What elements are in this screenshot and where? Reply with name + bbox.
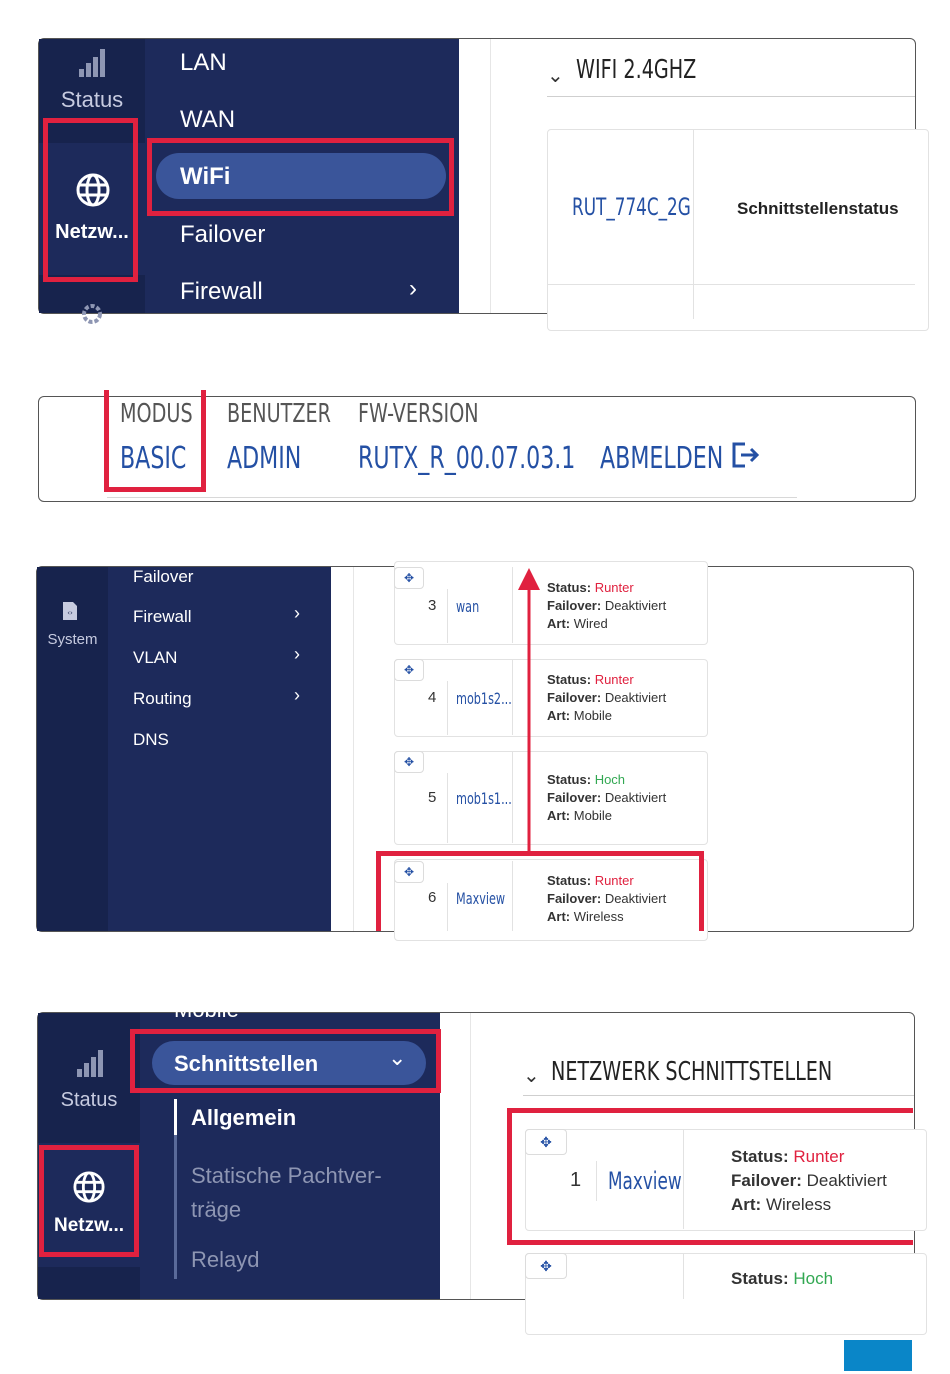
failover-label: Failover: [547, 790, 602, 805]
status-value: Runter [793, 1147, 845, 1166]
interface-name-link[interactable]: Maxview [608, 1167, 682, 1195]
chevron-right-icon: › [409, 275, 417, 302]
card-divider [447, 773, 448, 843]
section-title-wifi: WIFI 2.4GHZ [576, 55, 697, 85]
highlight-wifi-item [147, 138, 454, 216]
content-divider [490, 39, 491, 313]
drag-handle-icon[interactable]: ✥ [525, 1129, 567, 1155]
failover-label: Failover: [547, 891, 602, 906]
move-up-arrow-icon [516, 566, 542, 856]
status-label: Status: [547, 672, 592, 687]
system-icon [61, 601, 79, 621]
mode-header: MODUS [120, 399, 193, 429]
interface-priority: 6 [428, 889, 437, 906]
submenu-item-lan[interactable]: LAN [180, 49, 227, 76]
interface-name-link[interactable]: mob1s2... [456, 689, 512, 708]
logout-icon[interactable] [731, 441, 761, 469]
interface-priority: 5 [428, 789, 437, 806]
header-underline [107, 497, 797, 498]
status-value: Runter [594, 873, 634, 888]
status-label: Status: [547, 772, 592, 787]
highlight-network-sidebar [39, 1145, 139, 1257]
status-value: Hoch [594, 772, 626, 787]
type-value: Wireless [765, 1195, 832, 1214]
interface-cell-divider [693, 129, 694, 319]
interface-details [731, 1269, 833, 1289]
failover-label: Failover: [547, 690, 602, 705]
interface-name-link[interactable]: Maxview [456, 889, 506, 908]
card-divider [683, 1253, 684, 1299]
failover-value: Deaktiviert [604, 891, 667, 906]
interface-details [547, 771, 666, 825]
fw-version-header: FW-VERSION [358, 399, 479, 429]
user-value[interactable]: ADMIN [227, 441, 302, 476]
chevron-right-icon: › [294, 685, 300, 705]
fw-version-value[interactable]: RUTX_R_00.07.03.1 [358, 441, 576, 476]
section-title-interfaces: NETZWERK SCHNITTSTELLEN [551, 1057, 833, 1087]
mode-value[interactable]: BASIC [120, 441, 187, 476]
type-value: Mobile [573, 808, 613, 823]
card-divider [447, 589, 448, 643]
submenu-active-indicator [174, 1099, 177, 1135]
status-label: Status: [731, 1147, 789, 1166]
chevron-down-icon[interactable]: ⌄ [547, 65, 564, 87]
submenu-static-leases-line2: träge [191, 1197, 242, 1222]
type-label: Art: [547, 616, 571, 631]
type-label: Art: [547, 808, 571, 823]
type-value: Wired [573, 616, 608, 631]
submenu-item-static-leases[interactable] [191, 1159, 382, 1227]
submenu-item-firewall[interactable]: Firewall [133, 607, 192, 626]
submenu-item-firewall[interactable]: Firewall [180, 278, 263, 305]
status-label: Status: [731, 1269, 789, 1288]
interface-priority: 3 [428, 597, 437, 614]
failover-label: Failover: [547, 598, 602, 613]
status-value: Hoch [793, 1269, 834, 1288]
content-divider [353, 567, 354, 931]
submenu-wifi-label: WiFi [180, 163, 231, 190]
content-divider [470, 1013, 471, 1299]
card-divider [512, 567, 513, 643]
submenu-item-relayd[interactable]: Relayd [191, 1247, 260, 1272]
sidebar-system-label[interactable]: System [47, 631, 98, 648]
signal-icon [76, 1049, 106, 1077]
drag-handle-icon[interactable]: ✥ [394, 659, 424, 681]
card-divider [512, 659, 513, 735]
chevron-right-icon: › [294, 603, 300, 623]
type-label: Art: [731, 1195, 762, 1214]
drag-handle-icon[interactable]: ✥ [394, 567, 424, 589]
type-value: Wireless [573, 909, 624, 924]
submenu-item-failover[interactable]: Failover [180, 221, 266, 248]
card-divider [447, 681, 448, 735]
sidebar-network-label: Netzw... [53, 1215, 125, 1236]
card-divider [512, 751, 513, 843]
interface-name-link[interactable]: wan [456, 597, 480, 616]
sidebar-status-label: Status [60, 1089, 118, 1111]
submenu-item-failover[interactable]: Failover [133, 567, 194, 586]
interface-table [547, 129, 929, 331]
submenu-item-vlan[interactable]: VLAN [133, 648, 178, 667]
submenu-item-dns[interactable]: DNS [133, 730, 169, 749]
interface-priority: 1 [570, 1169, 582, 1191]
interface-details [547, 671, 666, 725]
type-label: Art: [547, 708, 571, 723]
status-value: Runter [594, 672, 634, 687]
highlight-network-sidebar [43, 118, 138, 282]
submenu-item-general[interactable]: Allgemein [191, 1105, 297, 1130]
chevron-right-icon: › [294, 644, 300, 664]
chevron-down-icon[interactable]: ⌄ [523, 1065, 540, 1087]
drag-handle-icon[interactable]: ✥ [525, 1253, 567, 1279]
drag-handle-icon[interactable]: ✥ [394, 861, 424, 883]
highlight-mode-basic [104, 390, 206, 492]
user-header: BENUTZER [227, 399, 331, 429]
logout-link[interactable]: ABMELDEN [600, 441, 724, 476]
drag-handle-icon[interactable]: ✥ [394, 751, 424, 773]
sidebar-network-label: Netzw... [55, 221, 129, 243]
status-label: Status: [547, 873, 592, 888]
failover-label: Failover: [731, 1171, 802, 1190]
failover-value: Deaktiviert [806, 1171, 887, 1190]
type-label: Art: [547, 909, 571, 924]
interface-details [547, 579, 666, 633]
signal-icon [77, 47, 109, 77]
interface-priority: 4 [428, 689, 437, 706]
interface-card [525, 1253, 927, 1335]
gear-icon[interactable] [79, 301, 105, 327]
status-label: Status: [547, 580, 592, 595]
dropdown-label: Schnittstellen [174, 1051, 319, 1076]
highlight-maxview-interface [507, 1108, 913, 1245]
highlight-interfaces-dropdown [130, 1029, 441, 1093]
interface-status-header: Schnittstellenstatus [737, 199, 899, 218]
failover-value: Deaktiviert [604, 598, 667, 613]
interface-row-divider [547, 284, 915, 285]
sidebar-status-label: Status [60, 87, 124, 112]
section-underline [547, 96, 915, 97]
failover-value: Deaktiviert [604, 790, 667, 805]
submenu-static-leases-line1: Statische Pachtver- [191, 1163, 382, 1188]
svg-text:‹›: ‹› [67, 609, 73, 617]
submenu-item-routing[interactable]: Routing [133, 689, 192, 708]
submenu-item-wan[interactable]: WAN [180, 106, 236, 133]
sidebar-item-status[interactable] [38, 1043, 140, 1143]
system-sidebar [37, 567, 108, 931]
corner-brand-block [844, 1340, 912, 1371]
status-value: Runter [594, 580, 634, 595]
type-value: Mobile [573, 708, 613, 723]
failover-value: Deaktiviert [604, 690, 667, 705]
interface-name-link[interactable]: RUT_774C_2G [572, 193, 691, 221]
highlight-maxview-row [376, 851, 704, 931]
chevron-down-icon: ⌄ [388, 1045, 407, 1070]
interface-name-link[interactable]: mob1s1... [456, 789, 512, 808]
submenu-partial-item: Mobile [174, 997, 239, 1022]
section-underline [523, 1095, 914, 1096]
